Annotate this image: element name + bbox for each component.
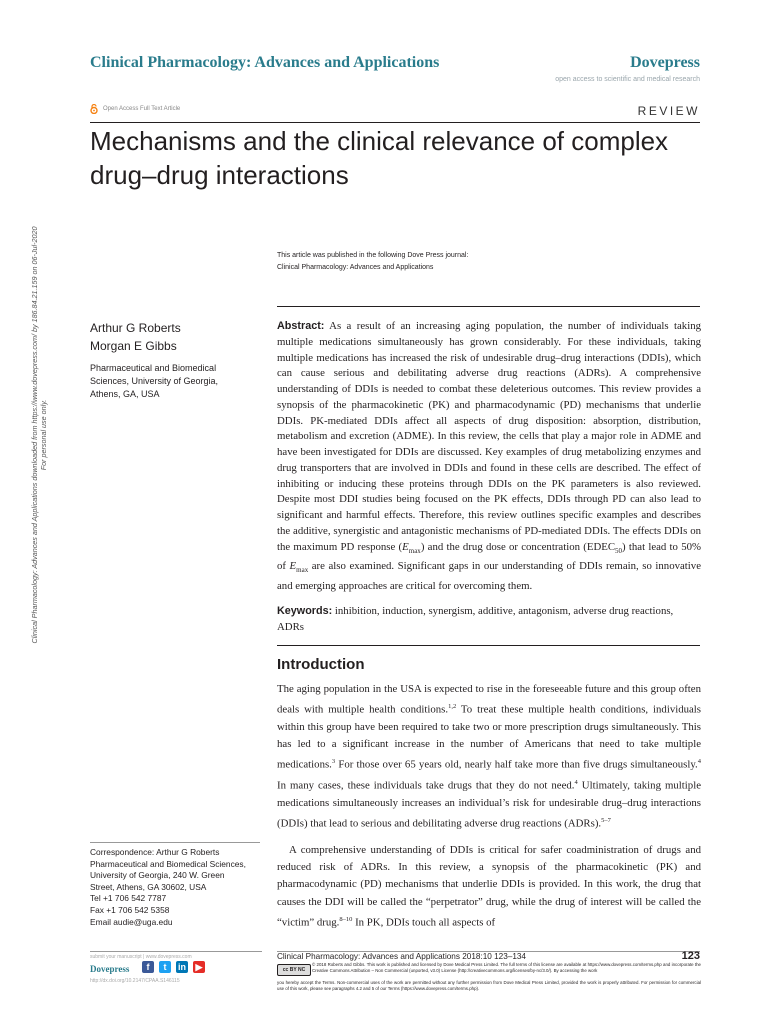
twitter-icon[interactable]: t: [159, 961, 171, 973]
correspondence-line: Pharmaceutical and Biomedical Sciences,: [90, 858, 246, 869]
youtube-icon[interactable]: ▶: [193, 961, 205, 973]
download-notice-line2: For personal use only.: [39, 399, 48, 471]
citation-ref[interactable]: 3: [331, 758, 336, 766]
paragraph-text: In PK, DDIs touch all aspects of: [352, 916, 496, 929]
linkedin-icon[interactable]: in: [178, 962, 186, 972]
open-access-text: Open Access Full Text Article: [103, 106, 181, 112]
paragraph-text: To treat these multiple health conditions, individuals within this group have been required to take two or more prescription drugs simultaneously. This has led to a significant increase in the number of Americans that need to take multiple medications.: [277, 703, 702, 771]
header-divider: [90, 122, 700, 123]
keywords-text: inhibition, induction, synergism, additive, antagonism, adverse drug reactions, ADRs: [277, 605, 674, 633]
introduction-heading: Introduction: [277, 656, 365, 673]
submit-manuscript-link[interactable]: submit your manuscript | www.dovepress.com: [90, 954, 192, 960]
journal-citation: Clinical Pharmacology: Advances and Applications 2018:10 123–134: [277, 952, 526, 961]
author-name[interactable]: Morgan E Gibbs: [90, 339, 177, 353]
introduction-divider: [277, 645, 700, 646]
paragraph-text: The aging population in the USA is expected to rise in the foreseeable future and this group often deals with multiple health conditions.: [277, 683, 701, 716]
publication-note: [277, 250, 468, 274]
correspondence-block: [90, 842, 260, 928]
correspondence-fax: Fax +1 706 542 5358: [90, 904, 170, 915]
journal-name[interactable]: Clinical Pharmacology: Advances and Applications: [90, 54, 440, 71]
paragraph-text: In many cases, these individuals take drugs that they do not need.: [277, 779, 575, 792]
correspondence-line: Correspondence: Arthur G Roberts: [90, 847, 220, 857]
edec-subscript: 50: [615, 546, 623, 555]
page-number: 123: [681, 950, 700, 962]
citation-ref[interactable]: 4: [574, 779, 578, 787]
author-name[interactable]: Arthur G Roberts: [90, 321, 181, 335]
citation-ref[interactable]: 4: [697, 758, 701, 766]
introduction-paragraph-1: [277, 681, 701, 833]
emax-subscript: max: [296, 566, 309, 575]
brand-tagline: open access to scientific and medical research: [555, 76, 700, 83]
abstract-text: As a result of an increasing aging population, the number of individuals taking multiple medications simultaneously has grown considerably. For these individuals, taking multiple medications has increased the risk of undesirable drug–drug interactions (DDIs), which can cause serious and debilitating adverse drug reactions (ADRs). A comprehensive understanding of DDIs is needed to combat these deleterious outcomes. This review provides a synopsis of the pharmacokinetic (PK) and pharmacodynamic (PD) mechanisms that underlie DDIs. PK-mediated DDIs affect all aspects of drug disposition: absorption, distribution, metabolism and excretion (ADME). In this review, the cells that play a major role in ADME and have been investigated for DDIs are discussed. Key examples of drug metabolizing enzymes and drug transporters that are involved in DDIs and found in these cells are described. The effect of inhibiting or inducing these proteins through DDIs on the PK parameters is also reviewed. Despite most DDI studies being focused on the PK effects, DDIs through PD can also lead to significant and harmful effects. Therefore, this review outlines specific examples and describes the additive, synergistic and antagonistic mechanisms of PD-mediated DDIs. The effects DDIs on the maximum PD response (: [277, 320, 701, 553]
introduction-paragraph-2: [277, 842, 701, 932]
open-access-label: [90, 104, 180, 114]
emax-subscript: max: [408, 546, 421, 555]
paragraph-text: A comprehensive understanding of DDIs is critical for safer coadministration of drugs and reduced risk of ADRs. In this review, a synopsis of the pharmacokinetic (PK) and pharmacodynamic (PD) mechanisms that underlie DDIs is provided. In this work, the drug that causes the DDI will be called the “perpetrator” drug, while the drug of interest will be called the “victim” drug.: [277, 844, 701, 929]
keywords-label: Keywords:: [277, 605, 333, 617]
abstract-text: are also examined. Significant gaps in our understanding of DDIs remain, so innovative and emerging approaches are critical for overcoming them.: [277, 560, 701, 593]
license-text: you hereby accept the Terms. Non-commercial uses of the work are permitted without any further permission from Dove Medical Press Limited, provided the work is properly attributed. For permission for commercial use of this work, please see paragraphs 4.2 and 5 of our Terms (https://www.dovepress.com/terms.php).: [277, 980, 701, 992]
correspondence-line: Street, Athens, GA 30602, USA: [90, 881, 207, 892]
abstract: [277, 319, 701, 595]
download-sidebar: [30, 150, 46, 720]
license-text: © 2018 Roberts and Gibbs. This work is published and licensed by Dove Medical Press Limited. The full terms of this license are available at https://www.dovepress.com/terms.php and incorporate the Creative Commons Attribution – Non Commercial (unported, v3.0) License (http://creativecommons.org/licenses/by-nc/3.0/). By accessing the work: [312, 962, 701, 974]
author-affiliation: Pharmaceutical and Biomedical Sciences, University of Georgia, Athens, GA, USA: [90, 363, 219, 399]
abstract-text: ) and the drug dose or concentration (EDEC: [420, 540, 616, 553]
publication-note-line1: This article was published in the following Dove Press journal:: [277, 252, 469, 259]
emax-symbol: E: [402, 540, 409, 553]
emax-symbol: E: [289, 560, 297, 573]
citation-ref[interactable]: 1,2: [448, 703, 457, 711]
social-links: [142, 961, 205, 973]
paragraph-text: Ultimately, taking multiple medications simultaneously increases an individual’s risk for undesirable drug–drug interactions (DDIs) that lead to serious and debilitating adverse drug reactions (ADRs).: [277, 779, 701, 830]
abstract-divider: [277, 306, 700, 307]
author-list: [90, 319, 181, 355]
download-notice: [30, 150, 48, 720]
correspondence-tel: Tel +1 706 542 7787: [90, 893, 167, 904]
footer-dovepress-logo[interactable]: Dovepress: [90, 964, 130, 974]
abstract-label: Abstract:: [277, 320, 325, 332]
citation-ref[interactable]: 5–7: [601, 817, 611, 825]
abstract-text: ) that lead to 50% of: [277, 540, 701, 573]
footer-left-divider: [90, 951, 262, 952]
paragraph-text: For those over 65 years old, nearly half take more than five drugs simultaneously.: [335, 759, 698, 771]
article-title: Mechanisms and the clinical relevance of complex drug–drug interactions: [90, 126, 669, 190]
open-access-icon: [90, 104, 98, 114]
keywords: [277, 604, 701, 636]
correspondence-line: University of Georgia, 240 W. Green: [90, 870, 225, 881]
creative-commons-badge[interactable]: cc BY NC: [277, 964, 311, 976]
publication-note-journal[interactable]: Clinical Pharmacology: Advances and Applications: [277, 264, 434, 271]
citation-ref[interactable]: 8–10: [339, 915, 353, 923]
doi-link[interactable]: http://dx.doi.org/10.2147/CPAA.S146115: [90, 978, 180, 984]
download-notice-line1: Clinical Pharmacology: Advances and Applications downloaded from https://www.dovepress.com/ by 186.84.21.159 on 06-Jul-2020: [30, 226, 39, 644]
facebook-icon[interactable]: f: [142, 961, 154, 973]
correspondence-email[interactable]: Email audie@uga.edu: [90, 916, 173, 927]
article-type: REVIEW: [637, 104, 700, 118]
dovepress-logo[interactable]: Dovepress: [630, 54, 700, 71]
